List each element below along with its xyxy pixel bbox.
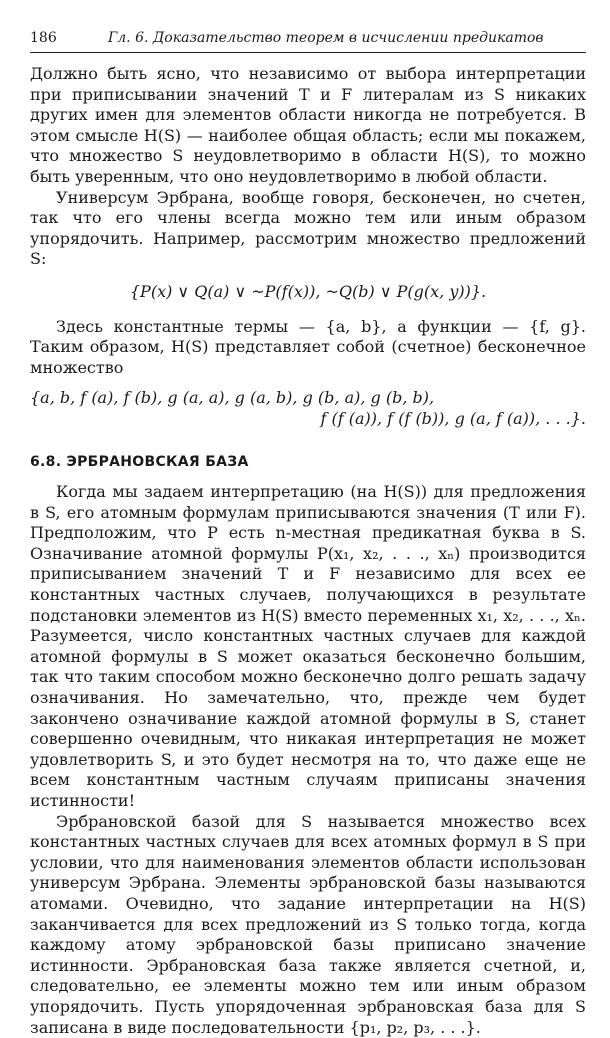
paragraph-1: Должно быть ясно, что независимо от выбора интерпретации при приписывании значений T и F литералам из S никаких других имен для элементов области никогда не потребуется. В этом смысле H(S) — наиболее общая область; если мы покажем, что множество S неудовлетворимо в области H(S), то можно быть уверенным, что оно неудовлетворимо в любой области. xyxy=(30,64,586,186)
paragraph-5: Эрбрановской базой для S называется множество всех константных частных случаев для всех атомных формул в S при условии, что для наименования элементов области использован универсум Эрбрана. Элементы эрбрановской базы называются атомами. Очевидно, что задание интерпретации на H(S) заканчивается для всех предложений из S только тогда, когда каждому атому эрбрановской базы приписано значение истинности. Эрбрановская база также является счетной, и, следовательно, ее элементы можно тем или иным образом упорядочить. Пусть упорядоченная эрбрановская база для S записана в виде последовательности {p₁, p₂, p₃, . . .}. xyxy=(30,811,586,1037)
formula-herbrand-universe-line-2: f (f (a)), f (f (b)), g (a, f (a)), . . .}. xyxy=(320,408,586,428)
page-number: 186 xyxy=(30,30,57,46)
page-body xyxy=(30,64,586,1038)
paragraph-3: Здесь константные термы — {a, b}, а функции — {f, g}. Таким образом, H(S) представляет собой (счетное) бесконечное множество xyxy=(30,316,586,377)
running-title: Гл. 6. Доказательство теорем в исчислении предикатов xyxy=(108,30,544,46)
paragraph-2: Универсум Эрбрана, вообще говоря, бесконечен, но счетен, так что его члены всегда можно тем или иным образом упорядочить. Например, рассмотрим множество предложений S: xyxy=(30,187,586,269)
page-header xyxy=(30,28,586,53)
section-title: 6.8. ЭРБРАНОВСКАЯ БАЗА xyxy=(30,453,249,470)
formula-herbrand-universe-line-1: {a, b, f (a), f (b), g (a, a), g (a, b), g (b, a), g (b, b), xyxy=(30,388,435,408)
formula-clause-set: {P(x) ∨ Q(a) ∨ ~P(f(x)), ~Q(b) ∨ P(g(x, y))}. xyxy=(129,281,487,301)
paragraph-4: Когда мы задаем интерпретацию (на H(S)) для предложения в S, его атомным формулам приписываются значения (T или F). Предположим, что P есть n-местная предикатная буква в S. Означивание атомной формулы P(x₁, x₂, . . ., xₙ) производится приписыванием значений T и F независимо для всех ее константных частных случаев, получающихся в результате подстановки элементов из H(S) вместо переменных x₁, x₂, . . ., xₙ. Разумеется, число константных частных случаев для каждой атомной формулы в S может оказаться бесконечно большим, так что таким способом можно бесконечно долго решать задачу означивания. Но замечательно, что, прежде чем будет закончено означивание каждой атомной формулы в S, станет совершенно очевидным, что никакая интерпретация не может удовлетворить S, и это будет несмотря на то, что даже еще не всем константным частным случаям приписаны значения истинности! xyxy=(30,482,586,810)
